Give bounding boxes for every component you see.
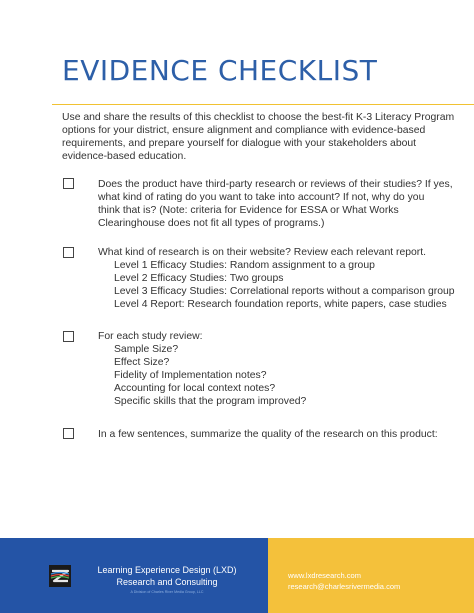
item-sub-line: Level 1 Efficacy Studies: Random assignment to a group	[114, 260, 375, 271]
intro-paragraph	[62, 111, 455, 163]
footer-email-link[interactable]: research@charlesrivermedia.com	[288, 582, 401, 591]
checklist-checkbox[interactable]	[63, 331, 74, 342]
lxd-logo-icon	[49, 565, 71, 587]
item-sub-line: Effect Size?	[114, 357, 170, 368]
footer-website-link[interactable]: www.lxdresearch.com	[288, 571, 361, 580]
item-line: What kind of research is on their website? Review each relevant report.	[98, 247, 427, 258]
item-sub-line: Fidelity of Implementation notes?	[114, 370, 267, 381]
checklist-checkbox[interactable]	[63, 247, 74, 258]
footer-name-line: Research and Consulting	[116, 577, 218, 587]
item-sub-line: Specific skills that the program improved?	[114, 396, 307, 407]
item-line: In a few sentences, summarize the quality of the research on this product:	[98, 429, 438, 440]
title-divider	[52, 104, 474, 105]
item-sub-line: Level 2 Efficacy Studies: Two groups	[114, 273, 284, 284]
checklist-item-text	[98, 330, 458, 408]
item-sub-line: Level 3 Efficacy Studies: Correlational reports without a comparison group	[114, 286, 455, 297]
footer-contact	[288, 570, 400, 592]
footer-tagline: A Division of Charles River Media Group, LLC	[130, 590, 204, 594]
footer	[0, 538, 474, 613]
page-title: EVIDENCE CHECKLIST	[62, 54, 378, 87]
item-line: what kind of rating do you want to take into account? If not, why do you	[98, 192, 425, 203]
footer-name-line: Learning Experience Design (LXD)	[97, 565, 237, 575]
footer-company-name	[76, 564, 258, 588]
footer-brand-panel	[0, 538, 268, 613]
item-sub-line: Accounting for local context notes?	[114, 383, 276, 394]
checklist-item-text	[98, 178, 458, 230]
intro-line: requirements, and prepare yourself for dialogue with your stakeholders about	[62, 138, 417, 149]
intro-line: Use and share the results of this checklist to choose the best-fit K-3 Literacy Program	[62, 112, 455, 123]
item-sub-line: Level 4 Report: Research foundation reports, white papers, case studies	[114, 299, 447, 310]
checklist-item-text	[98, 246, 458, 311]
item-line: For each study review:	[98, 331, 203, 342]
item-sub-line: Sample Size?	[114, 344, 179, 355]
item-line: think that is? (Note: criteria for Evidence for ESSA or What Works	[98, 205, 399, 216]
checklist-item-text	[98, 428, 458, 441]
item-line: Clearinghouse does not fit all types of programs.)	[98, 218, 325, 229]
item-line: Does the product have third-party research or reviews of their studies? If yes,	[98, 179, 453, 190]
intro-line: evidence-based education.	[62, 151, 187, 162]
intro-line: options for your district, ensure alignment and compliance with evidence-based	[62, 125, 426, 136]
checklist-checkbox[interactable]	[63, 428, 74, 439]
checklist-checkbox[interactable]	[63, 178, 74, 189]
